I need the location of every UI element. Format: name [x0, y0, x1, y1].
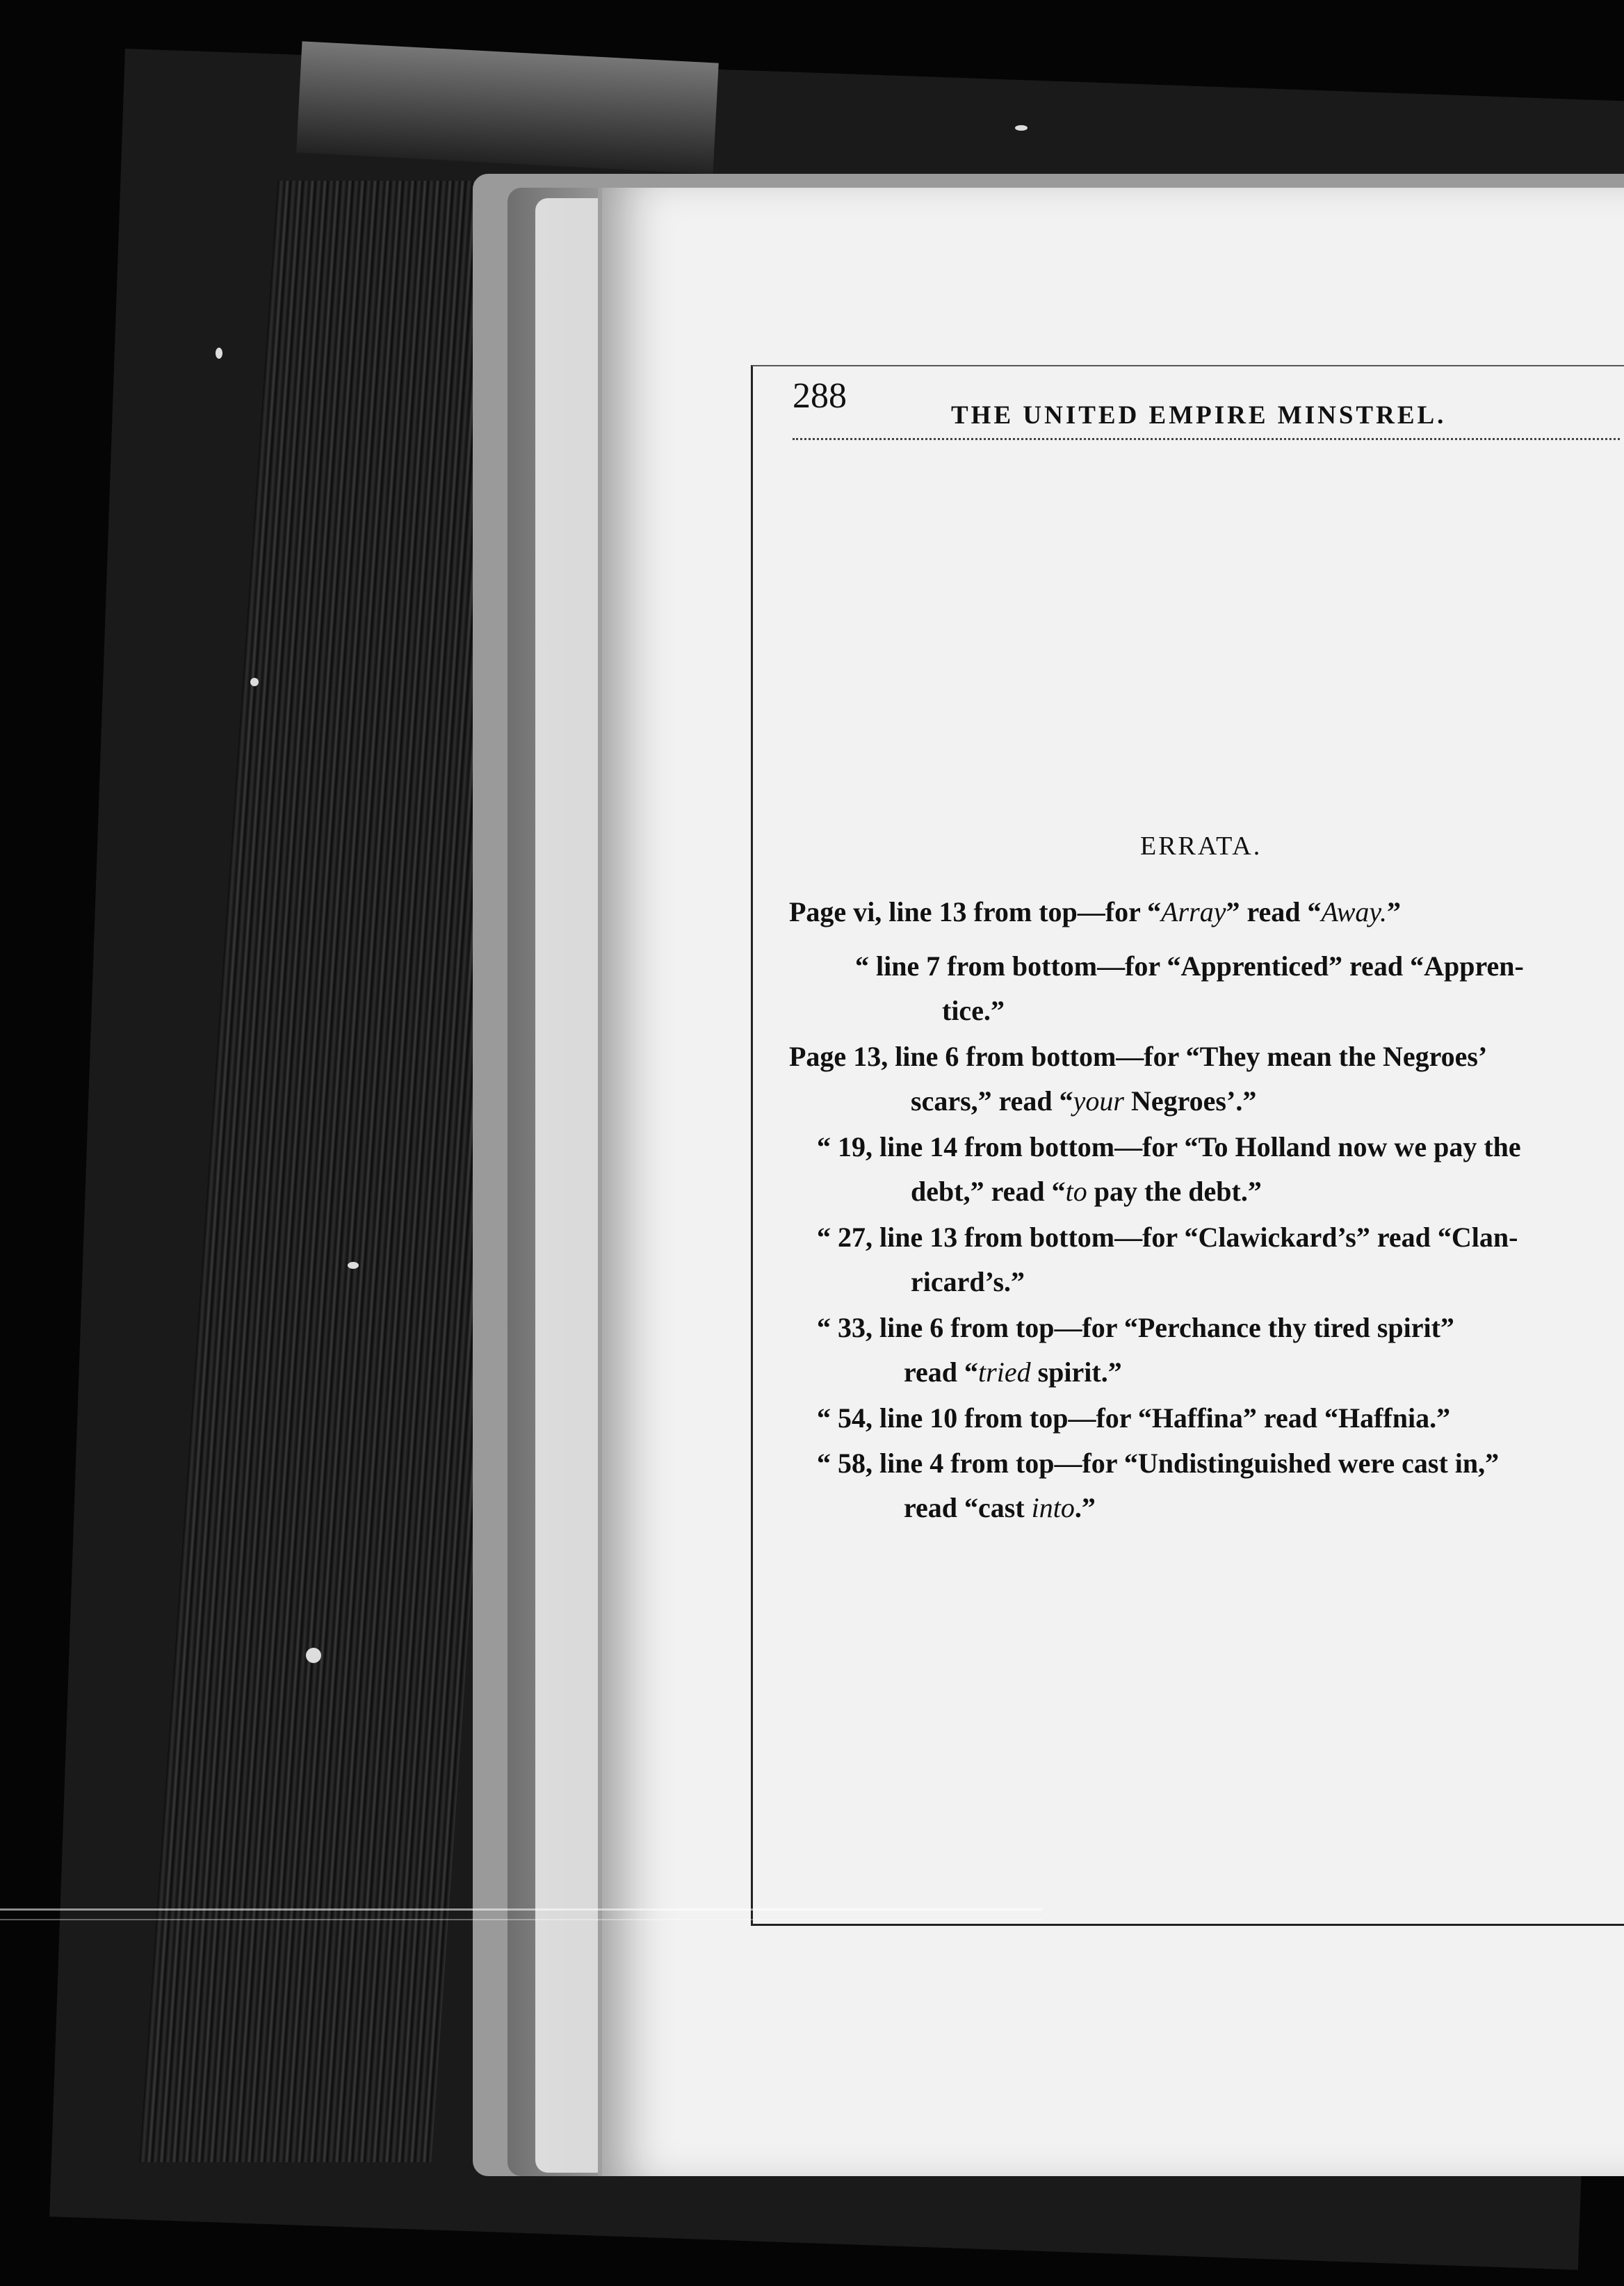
scan-artifact-line — [0, 1908, 1043, 1911]
entry-continuation — [789, 1079, 1487, 1124]
entry-italic: tried — [978, 1356, 1031, 1388]
entry-text: Page vi, line 13 from top—for “ — [789, 896, 1162, 927]
cover-corner — [296, 41, 719, 174]
errata-entry — [789, 890, 1401, 934]
scan-artifact-line — [0, 1919, 1043, 1920]
entry-italic: Array — [1161, 896, 1226, 927]
entry-text: debt,” read “ — [911, 1176, 1066, 1207]
entry-text: ” — [1386, 896, 1401, 927]
entry-continuation: tice.” — [942, 995, 1005, 1026]
entry-continuation — [817, 1169, 1521, 1214]
errata-entry — [789, 1035, 1487, 1124]
entry-text: Page 13, line 6 from bottom—for “They mean the Negroes’ — [789, 1041, 1488, 1072]
entry-continuation — [817, 1486, 1499, 1530]
entry-text: “ line 7 from bottom—for “Apprenticed” read “Appren- — [855, 950, 1524, 982]
entry-italic: to — [1065, 1176, 1087, 1207]
errata-entry — [817, 1215, 1518, 1304]
entry-text: “ 33, line 6 from top—for “Perchance thy tired spirit” — [817, 1312, 1454, 1343]
entry-italic: Away. — [1321, 896, 1387, 927]
dust-speck — [306, 1648, 321, 1663]
entry-text: “ 27, line 13 from bottom—for “Clawickard’s” read “Clan- — [817, 1222, 1518, 1253]
errata-entry — [817, 1396, 1450, 1441]
errata-entry — [855, 944, 1524, 1033]
entry-text: read “cast — [904, 1492, 1032, 1523]
entry-text: ” read “ — [1226, 896, 1322, 927]
entry-text: “ 54, line 10 from top—for “Haffina” read “Haffnia.” — [817, 1402, 1451, 1434]
entry-text: .” — [1074, 1492, 1096, 1523]
entry-text: “ 58, line 4 from top—for “Undistinguished were cast in,” — [817, 1448, 1500, 1479]
entry-text: Negroes’.” — [1124, 1085, 1257, 1117]
entry-text: spirit.” — [1030, 1356, 1122, 1388]
entry-text: pay the debt.” — [1087, 1176, 1262, 1207]
entry-text: scars,” read “ — [911, 1085, 1073, 1117]
entry-continuation: ricard’s.” — [911, 1266, 1025, 1297]
dust-speck — [216, 348, 222, 359]
entry-text: read “ — [904, 1356, 979, 1388]
entry-italic: your — [1073, 1085, 1124, 1117]
entry-italic: into — [1031, 1492, 1075, 1523]
page-number: 288 — [793, 376, 847, 416]
errata-entry — [817, 1306, 1454, 1395]
dust-speck — [348, 1262, 359, 1269]
entry-continuation — [817, 1350, 1454, 1395]
book-title: THE UNITED EMPIRE MINSTREL. — [951, 401, 1447, 430]
dust-speck — [1015, 125, 1028, 131]
dust-speck — [250, 678, 259, 686]
errata-entry — [817, 1441, 1499, 1530]
entry-text: “ 19, line 14 from bottom—for “To Holland now we pay the — [817, 1131, 1521, 1162]
running-head — [793, 375, 1624, 431]
head-rule — [793, 438, 1620, 444]
errata-heading: ERRATA. — [1140, 832, 1262, 861]
errata-entry — [817, 1125, 1521, 1214]
